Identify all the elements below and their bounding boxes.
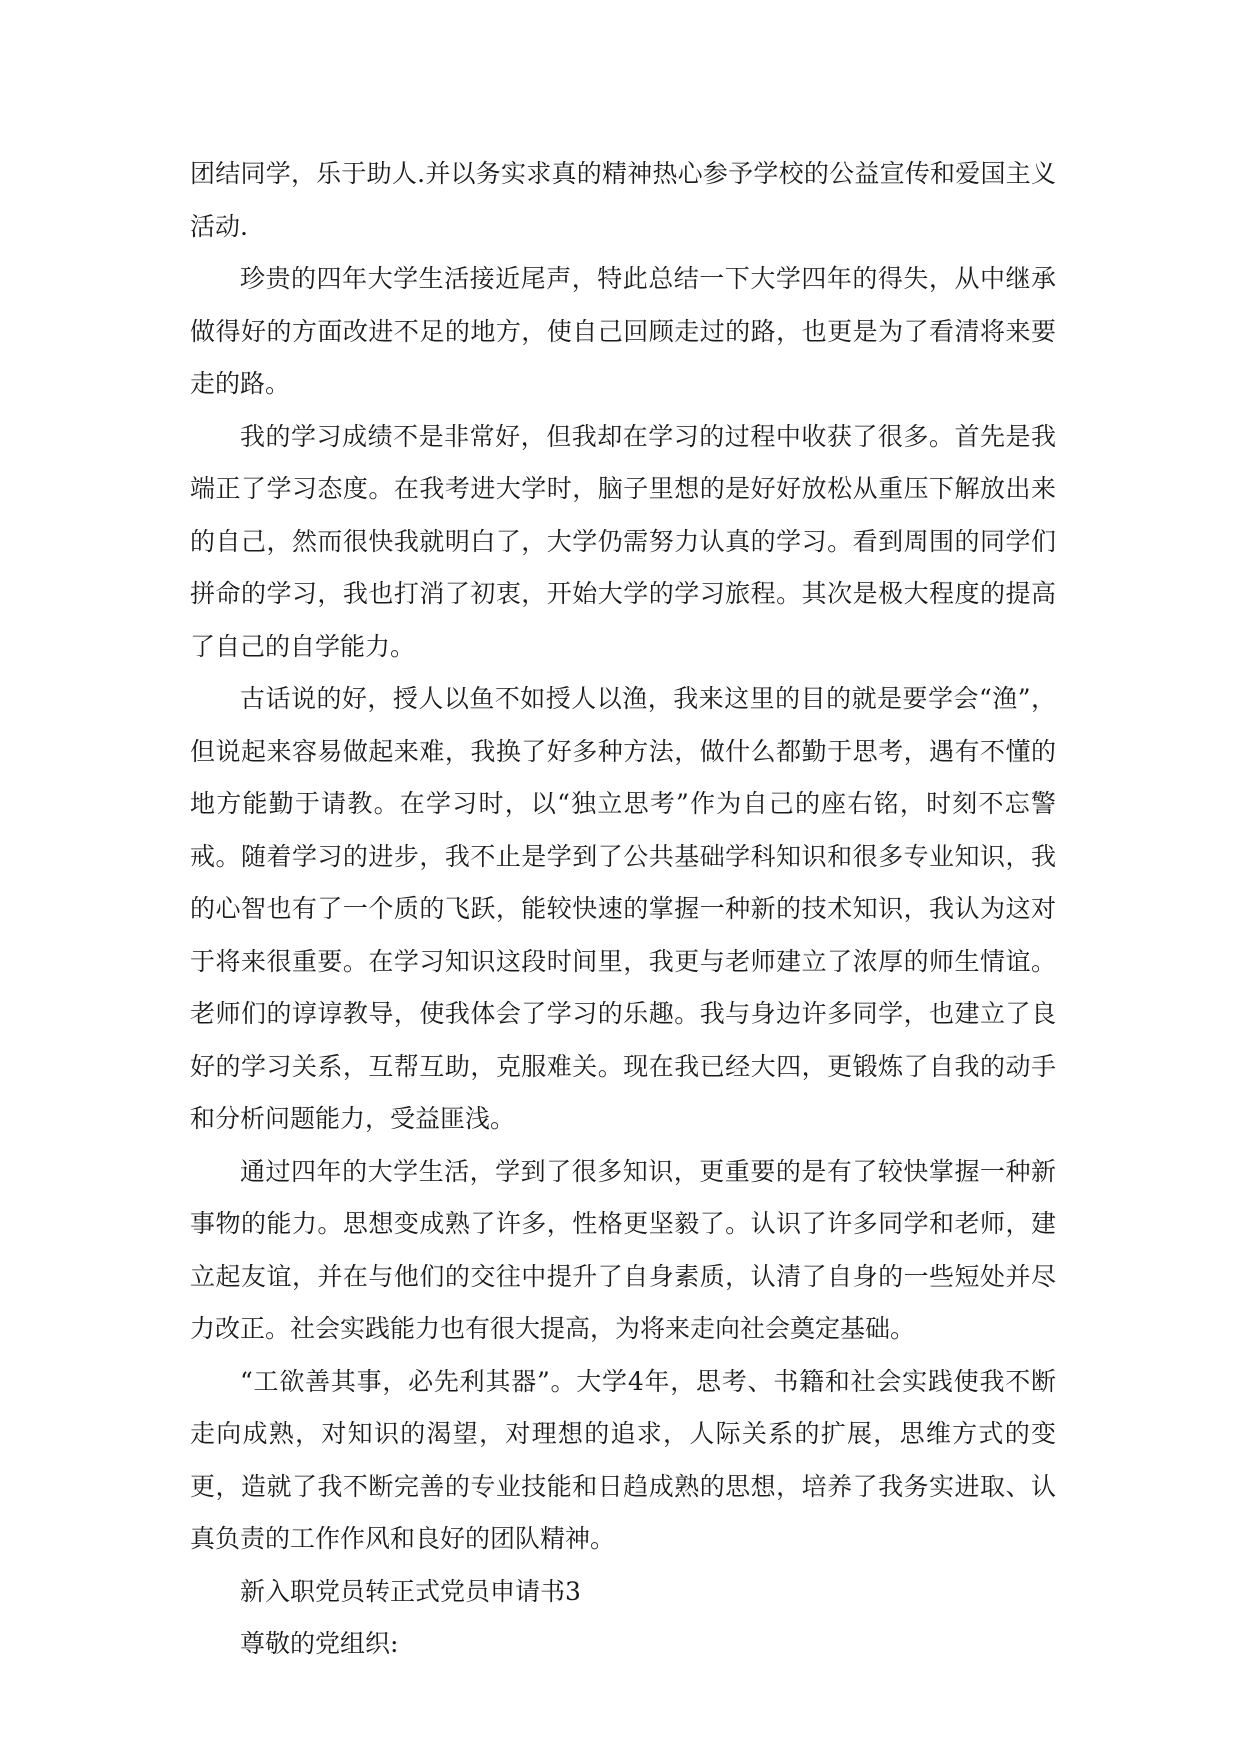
salutation: 尊敬的党组织:	[240, 1629, 399, 1658]
paragraph-5: 通过四年的大学生活，学到了很多知识，更重要的是有了较快掌握一种新事物的能力。思想变成熟了许多，性格更坚毅了。认识了许多同学和老师，建立起友谊，并在与他们的交往中提升了自身素质，认清了自身的一些短处并尽力改正。社会实践能力也有很大提高，为将来走向社会奠定基础。	[190, 1156, 1056, 1343]
document-page	[190, 148, 1056, 1671]
paragraph-2: 珍贵的四年大学生活接近尾声，特此总结一下大学四年的得失，从中继承做得好的方面改进不足的地方，使自己回顾走过的路，也更是为了看清将来要走的路。	[190, 264, 1056, 398]
section-heading: 新入职党员转正式党员申请书3	[240, 1576, 581, 1606]
paragraph-4: 古话说的好，授人以鱼不如授人以渔，我来这里的目的就是要学会“渔”，但说起来容易做起来难，我换了好多种方法，做什么都勤于思考，遇有不懂的地方能勤于请教。在学习时，以“独立思考”作为自己的座右铭，时刻不忘警戒。随着学习的进步，我不止是学到了公共基础学科知识和很多专业知识，我的心智也有了一个质的飞跃，能较快速的掌握一种新的技术知识，我认为这对于将来很重要。在学习知识这段时间里，我更与老师建立了浓厚的师生情谊。老师们的谆谆教导，使我体会了学习的乐趣。我与身边许多同学，也建立了良好的学习关系，互帮互助，克服难关。现在我已经大四，更锻炼了自我的动手和分析问题能力，受益匪浅。	[190, 684, 1056, 1133]
paragraph-3: 我的学习成绩不是非常好，但我却在学习的过程中收获了很多。首先是我端正了学习态度。在我考进大学时，脑子里想的是好好放松从重压下解放出来的自己，然而很快我就明白了，大学仍需努力认真的学习。看到周围的同学们拼命的学习，我也打消了初衷，开始大学的学习旅程。其次是极大程度的提高了自己的自学能力。	[190, 421, 1056, 661]
paragraph-6: “工欲善其事，必先利其器”。大学4年，思考、书籍和社会实践使我不断走向成熟，对知识的渴望，对理想的追求，人际关系的扩展，思维方式的变更，造就了我不断完善的专业技能和日趋成熟的思想，培养了我务实进取、认真负责的工作作风和良好的团队精神。	[190, 1366, 1056, 1553]
paragraph-1: 团结同学，乐于助人.并以务实求真的精神热心参予学校的公益宣传和爱国主义活动.	[190, 159, 1056, 241]
